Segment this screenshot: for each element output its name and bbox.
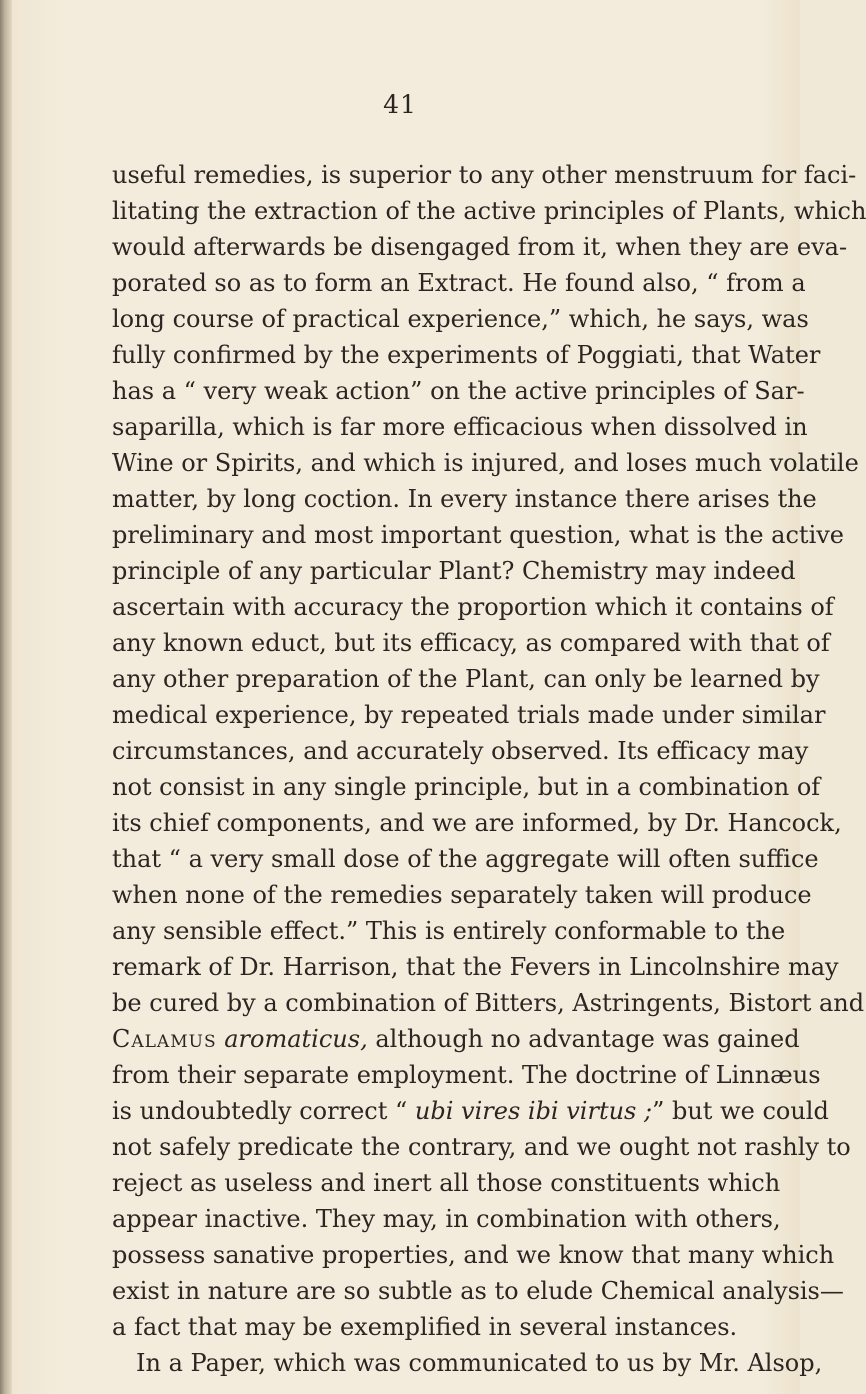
text-line: useful remedies, is superior to any other menstruum for faci- — [112, 161, 857, 189]
text-line: any other preparation of the Plant, can only be learned by — [112, 665, 820, 693]
text-line: is undoubtedly correct “ ubi vires ibi virtus ;” but we could — [112, 1097, 829, 1125]
text-line: In a Paper, which was communicated to us by Mr. Alsop, — [136, 1349, 823, 1377]
text-line: Calamus aromaticus, although no advantage was gained — [112, 1025, 800, 1053]
text-line: would afterwards be disengaged from it, when they are eva- — [112, 233, 848, 261]
text-line: has a “ very weak action” on the active principles of Sar- — [112, 377, 805, 405]
text-line: porated so as to form an Extract. He found also, “ from a — [112, 269, 806, 297]
text-line: any sensible effect.” This is entirely conformable to the — [112, 917, 786, 945]
text-line: remark of Dr. Harrison, that the Fevers in Lincolnshire may — [112, 953, 839, 981]
text-line: when none of the remedies separately taken will produce — [112, 881, 812, 909]
page-spine-shadow — [0, 0, 12, 1394]
text-line: reject as useless and inert all those constituents which — [112, 1169, 781, 1197]
text-line: appear inactive. They may, in combination with others, — [112, 1205, 781, 1233]
text-line: not safely predicate the contrary, and we ought not rashly to — [112, 1133, 851, 1161]
text-line: from their separate employment. The doctrine of Linnæus — [112, 1061, 821, 1089]
text-line: a fact that may be exemplified in several instances. — [112, 1313, 738, 1341]
text-line: litating the extraction of the active principles of Plants, which — [112, 197, 866, 225]
text-line: exist in nature are so subtle as to elude Chemical analysis— — [112, 1277, 844, 1305]
text-line: circumstances, and accurately observed. Its efficacy may — [112, 737, 809, 765]
page-number: 41 — [383, 90, 417, 119]
text-line: fully confirmed by the experiments of Poggiati, that Water — [112, 341, 821, 369]
text-line: medical experience, by repeated trials made under similar — [112, 701, 826, 729]
text-line: principle of any particular Plant? Chemistry may indeed — [112, 557, 796, 585]
text-line: not consist in any single principle, but in a combination of — [112, 773, 821, 801]
text-line: possess sanative properties, and we know that many which — [112, 1241, 835, 1269]
text-line: long course of practical experience,” which, he says, was — [112, 305, 809, 333]
text-line: preliminary and most important question, what is the active — [112, 521, 844, 549]
text-line: any known educt, but its efficacy, as compared with that of — [112, 629, 830, 657]
text-line: be cured by a combination of Bitters, Astringents, Bistort and — [112, 989, 865, 1017]
text-line: ascertain with accuracy the proportion which it contains of — [112, 593, 834, 621]
text-line: its chief components, and we are informed, by Dr. Hancock, — [112, 809, 842, 837]
text-line: Wine or Spirits, and which is injured, and loses much volatile — [112, 449, 859, 477]
text-line: saparilla, which is far more efficacious when dissolved in — [112, 413, 808, 441]
text-line: that “ a very small dose of the aggregate will often suffice — [112, 845, 819, 873]
body-text — [112, 157, 866, 1381]
text-line: matter, by long coction. In every instance there arises the — [112, 485, 817, 513]
